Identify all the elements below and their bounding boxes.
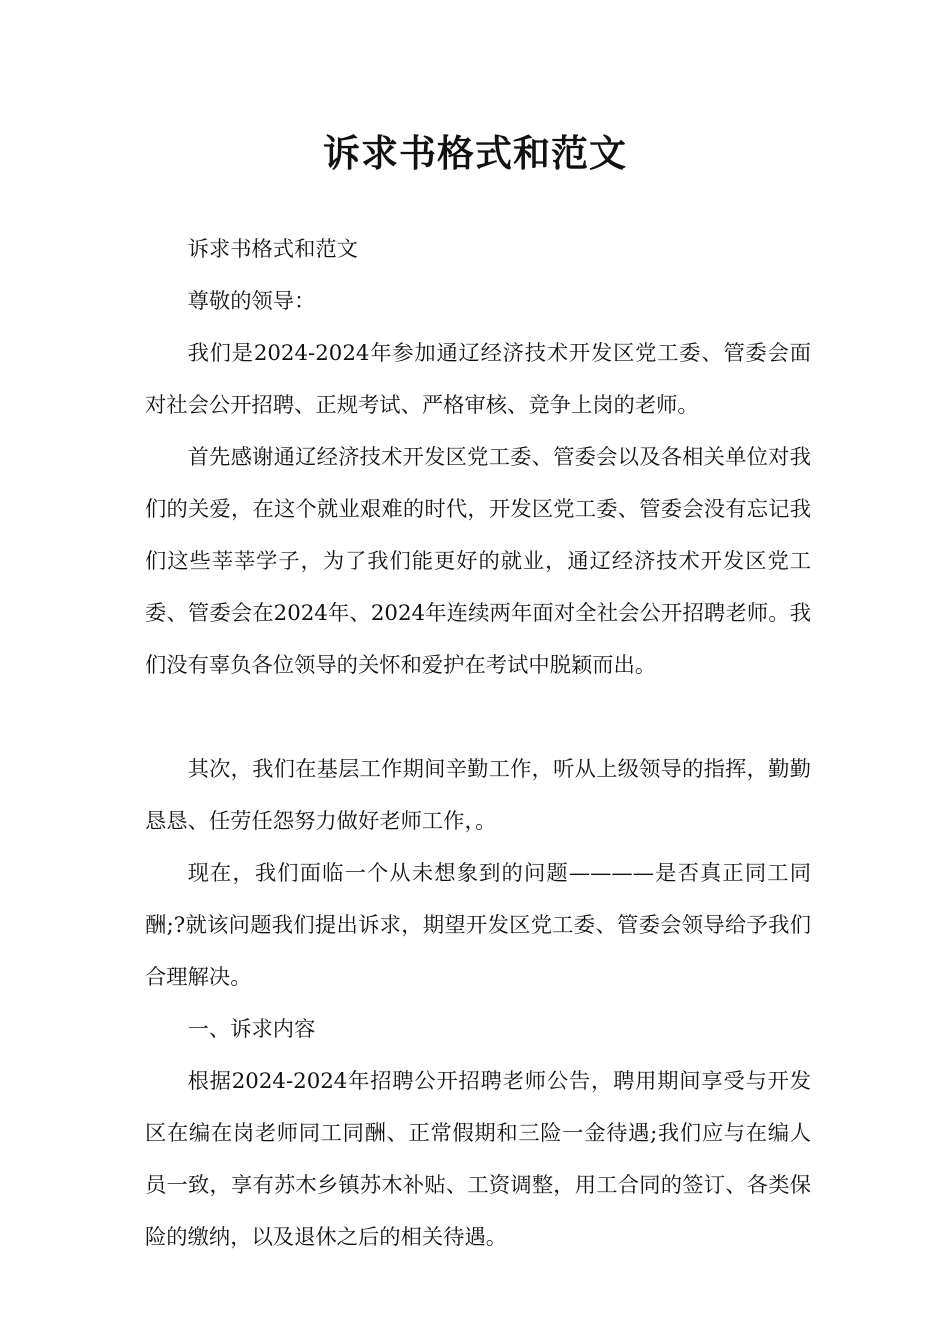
- document-body: [145, 224, 811, 1264]
- document-title: 诉求书格式和范文: [323, 131, 627, 175]
- paragraph-work: 其次，我们在基层工作期间辛勤工作，听从上级领导的指挥，勤勤恳恳、任劳任怨努力做好老师工作，。: [145, 757, 811, 834]
- section-heading-appeal: 一、诉求内容: [187, 1017, 316, 1042]
- paragraph-gap: [145, 692, 811, 744]
- paragraph-introduction: 我们是2024-2024年参加通辽经济技术开发区党工委、管委会面对社会公开招聘、正规考试、严格审核、竞争上岗的老师。: [145, 341, 811, 418]
- paragraph-subtitle: 诉求书格式和范文: [187, 237, 358, 262]
- paragraph-salutation: 尊敬的领导：: [187, 289, 316, 314]
- paragraph-gratitude: 首先感谢通辽经济技术开发区党工委、管委会以及各相关单位对我们的关爱，在这个就业艰难的时代，开发区党工委、管委会没有忘记我们这些莘莘学子，为了我们能更好的就业，通辽经济技术开发区党工委、管委会在2024年、2024年连续两年面对全社会公开招聘老师。我们没有辜负各位领导的关怀和爱护在考试中脱颖而出。: [145, 445, 811, 678]
- paragraph-appeal-content: 根据2024-2024年招聘公开招聘老师公告，聘用期间享受与开发区在编在岗老师同工同酬、正常假期和三险一金待遇;我们应与在编人员一致，享有苏木乡镇苏木补贴、工资调整，用工合同的签订、各类保险的缴纳，以及退休之后的相关待遇。: [145, 1069, 811, 1250]
- paragraph-problem: 现在，我们面临一个从未想象到的问题————是否真正同工同酬;?就该问题我们提出诉求，期望开发区党工委、管委会领导给予我们合理解决。: [145, 861, 811, 990]
